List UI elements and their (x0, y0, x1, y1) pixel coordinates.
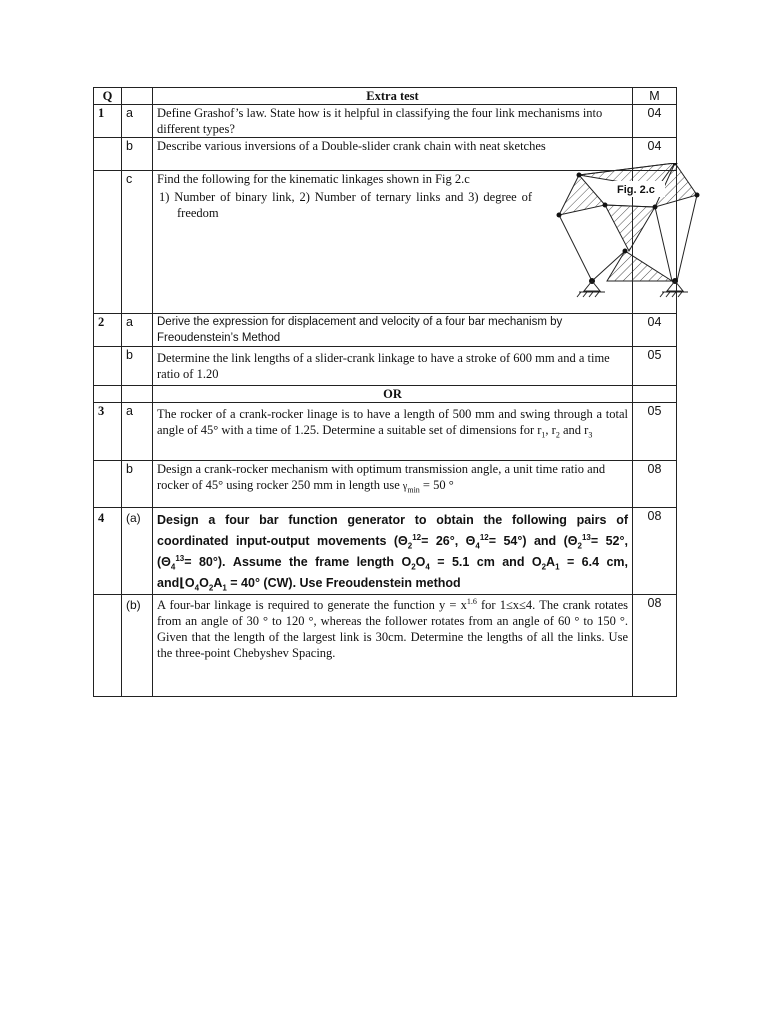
exam-table (93, 87, 677, 697)
sub-label: b (122, 461, 153, 508)
or-row (94, 386, 677, 403)
question-text: Describe various inversions of a Double-slider crank chain with neat sketches (153, 138, 633, 171)
header-row (94, 88, 677, 105)
question-text: Find the following for the kinematic linkages shown in Fig 2.c (157, 172, 470, 186)
question-subparts: 1) Number of binary link, 2) Number of ternary links and 3) degree of freedom (159, 190, 532, 220)
marks: 08 (633, 595, 677, 697)
q-number: 2 (94, 314, 122, 347)
marks: 04 (633, 314, 677, 347)
marks: 05 (633, 347, 677, 386)
sub-label: b (122, 138, 153, 171)
linkage-figure (537, 163, 707, 313)
question-text: Design a crank-rocker mechanism with optimum transmission angle, a unit time ratio and rocker of 45° using rocker 250 mm in length use $\gamma_{min} = 50$ ° (153, 461, 633, 508)
figure-label: Fig. 2.c (617, 184, 655, 196)
sub-label: (a) (122, 508, 153, 595)
marks: 04 (633, 138, 677, 171)
sub-label: (b) (122, 595, 153, 697)
q-number: 1 (94, 105, 122, 138)
sub-label: a (122, 105, 153, 138)
question-text: Define Grashof’s law. State how is it helpful in classifying the four link mechanisms into different types? (153, 105, 633, 138)
header-title: Extra test (153, 88, 633, 105)
sub-label: c (122, 171, 153, 314)
question-text: Determine the link lengths of a slider-crank linkage to have a stroke of 600 mm and a time ratio of 1.20 (153, 347, 633, 386)
marks: 08 (633, 461, 677, 508)
q-number: 4 (94, 508, 122, 595)
question-3a-row (94, 403, 677, 461)
question-text: The rocker of a crank-rocker linage is to have a length of 500 mm and swing through a total angle of 45° with a time of 1.25. Determine a suitable set of dimensions for $r_1$, $r_2$ and $r_3$ (153, 403, 633, 461)
or-label: OR (153, 386, 633, 403)
header-q: Q (94, 88, 122, 105)
question-4b-row (94, 595, 677, 697)
question-text: A four-bar linkage is required to generate the function $y = x^{1.6}$ for 1≤x≤4. The crank rotates from an angle of 30 ° to 120 °, whereas the follower rotates from an angle of 60 ° to 150 °. Given that the length of the largest link is 30cm. Determine the lengths of all the links. Use the three-point Chebyshev Spacing. (153, 595, 633, 697)
q-number: 3 (94, 403, 122, 461)
question-1c-row (94, 171, 677, 314)
question-3b-row (94, 461, 677, 508)
question-2a-row (94, 314, 677, 347)
header-m: M (633, 88, 677, 105)
question-4a-row (94, 508, 677, 595)
question-text-with-figure (153, 171, 655, 314)
marks: 05 (633, 403, 677, 461)
question-2b-row (94, 347, 677, 386)
marks: 08 (633, 508, 677, 595)
sub-label: a (122, 403, 153, 461)
sub-label: b (122, 347, 153, 386)
sub-label: a (122, 314, 153, 347)
question-text: Design a four bar function generator to obtain the following pairs of coordinated input-output movements ($\Theta_2^{12}= 26^\circ$, $\Theta_4^{12}= 54^\circ$) and ($\Theta_2^{13}= 52^\circ$, $(\Theta_4^{13}= 80^\circ)$. Assume the frame length $O_2O_4 = 5.1$ cm and $O_2A_1 = 6.4$ cm, $and⌊O_4O_2A_1 = 40^\circ$ (CW). Use Freoudenstein method (153, 508, 633, 595)
marks: 04 (633, 105, 677, 138)
question-1a-row (94, 105, 677, 138)
question-text: Derive the expression for displacement and velocity of a four bar mechanism by Freoudenstein’s Method (153, 314, 633, 347)
